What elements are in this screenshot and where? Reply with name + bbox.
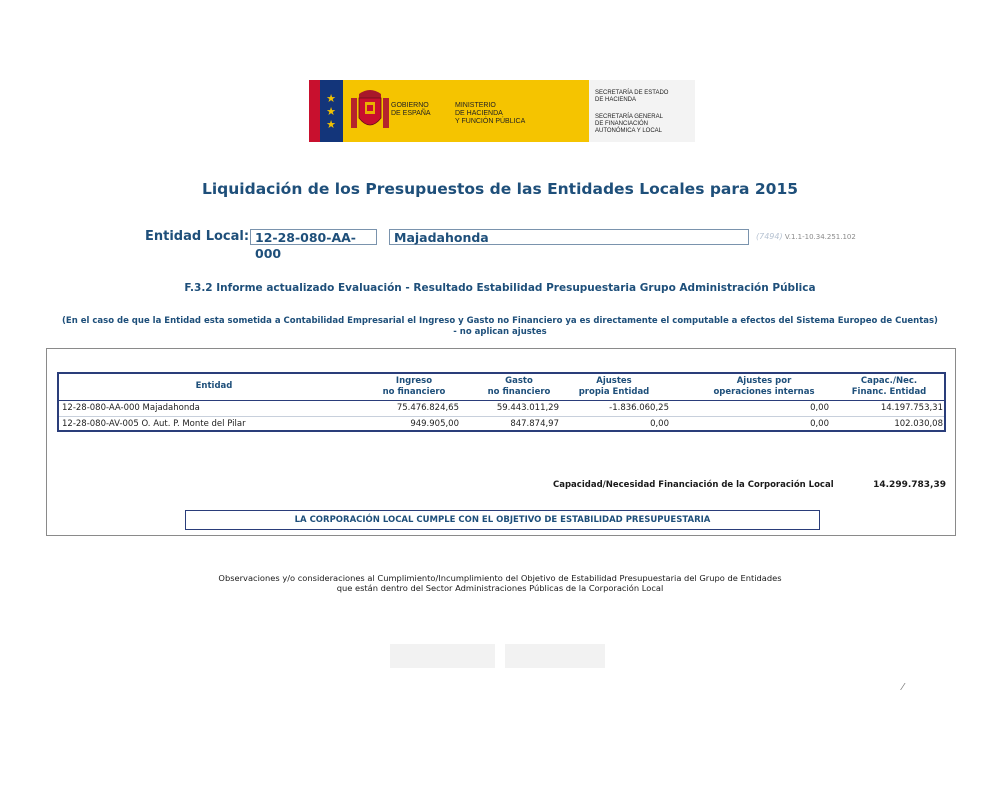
eu-flag-strip [320, 80, 343, 142]
star-icon: ★ [326, 118, 336, 131]
header-ajustes-internos: Ajustes por operaciones internas [713, 376, 815, 397]
header-gasto: Gasto no financiero [487, 376, 551, 397]
result-banner: LA CORPORACIÓN LOCAL CUMPLE CON EL OBJETIVO DE ESTABILIDAD PRESUPUESTARIA [185, 510, 820, 530]
header-ajustes-propios: Ajustes propia Entidad [578, 376, 650, 397]
cell-ingreso: 949.905,00 [410, 419, 459, 429]
cell-entidad: 12-28-080-AA-000 Majadahonda [62, 403, 200, 413]
star-icon: ★ [326, 105, 336, 118]
observations-text: Observaciones y/o consideraciones al Cumplimiento/Incumplimiento del Objetivo de Estabilidad Presupuestaria del Grupo de Entidades que están dentro del Sector Administraciones Públicas de la Corporación Local [218, 573, 782, 593]
header-capacidad: Capac./Nec. Financ. Entidad [851, 376, 927, 397]
logo-red-stripe [309, 80, 320, 142]
entity-meta [756, 232, 856, 241]
note-text: (En el caso de que la Entidad esta sometida a Contabilidad Empresarial el Ingreso y Gasto no Financiero ya es directamente el computable a efectos del Sistema Europeo de Cuentas) - no aplican ajustes [62, 316, 938, 337]
cell-ajustes-internos: 0,00 [810, 419, 829, 429]
coat-of-arms-icon [351, 88, 389, 134]
star-icon: ★ [326, 92, 336, 105]
ministry-text: MINISTERIO DE HACIENDA Y FUNCIÓN PÚBLICA [455, 102, 526, 125]
logo-secretaria-panel [589, 80, 695, 142]
entity-ref: (7494) [756, 232, 783, 241]
table-row [59, 416, 944, 431]
entity-code-field: 12-28-080-AA-000 [250, 229, 377, 245]
entity-label: Entidad Local: [145, 229, 250, 244]
redacted-block [390, 644, 495, 668]
entity-name-field: Majadahonda [389, 229, 749, 245]
logo-yellow-band [343, 80, 589, 142]
entity-ip: V.1.1-10.34.251.102 [784, 233, 856, 241]
cell-ajustes-internos: 0,00 [810, 403, 829, 413]
report-title: F.3.2 Informe actualizado Evaluación - Resultado Estabilidad Presupuestaria Grupo Administración Pública [184, 282, 816, 294]
cell-gasto: 847.874,97 [510, 419, 559, 429]
stability-table [57, 372, 946, 432]
cell-ingreso: 75.476.824,65 [396, 403, 459, 413]
cell-entidad: 12-28-080-AV-005 O. Aut. P. Monte del Pilar [62, 419, 246, 429]
cell-capacidad: 102.030,08 [894, 419, 943, 429]
capacity-value: 14.299.783,39 [873, 480, 946, 490]
cell-gasto: 59.443.011,29 [496, 403, 559, 413]
handwritten-mark: ⁄ [902, 682, 904, 693]
page-title: Liquidación de los Presupuestos de las Entidades Locales para 2015 [201, 180, 799, 198]
cell-ajustes-propios: -1.836.060,25 [609, 403, 669, 413]
government-logo [309, 80, 695, 142]
cell-capacidad: 14.197.753,31 [880, 403, 943, 413]
redacted-block [505, 644, 605, 668]
secretaria-general-text: SECRETARÍA GENERAL DE FINANCIACIÓN AUTONÓMICA Y LOCAL [595, 114, 663, 134]
secretaria-text: SECRETARÍA DE ESTADO DE HACIENDA [595, 90, 669, 103]
table-row [59, 401, 944, 415]
cell-ajustes-propios: 0,00 [650, 419, 669, 429]
capacity-label: Capacidad/Necesidad Financiación de la Corporación Local [553, 480, 834, 490]
header-entidad: Entidad [195, 381, 233, 391]
header-ingreso: Ingreso no financiero [382, 376, 446, 397]
gobierno-text: GOBIERNO DE ESPAÑA [391, 102, 431, 117]
